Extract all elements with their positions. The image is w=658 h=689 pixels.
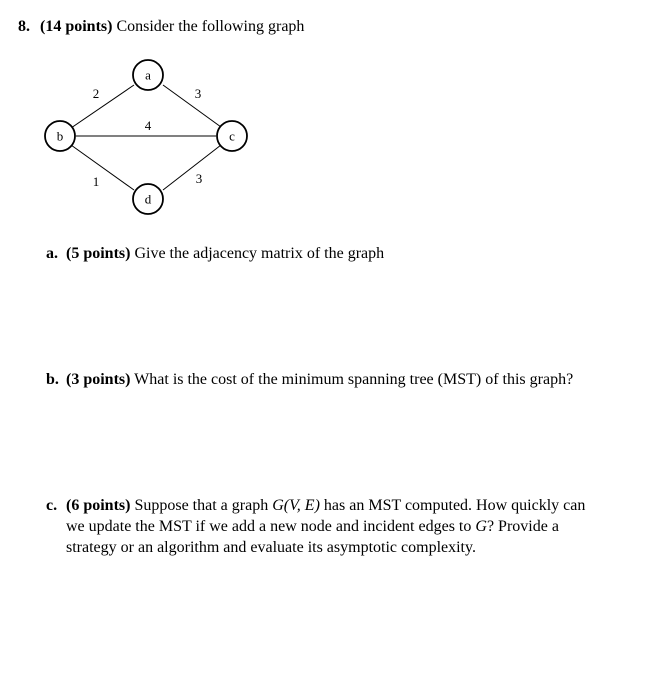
part-c-math-2: G	[475, 518, 487, 535]
question-points: (14 points)	[40, 18, 113, 35]
part-b-text: What is the cost of the minimum spanning tree (MST) of this graph?	[130, 371, 574, 388]
node-a-label: a	[145, 67, 151, 83]
graph-diagram	[0, 0, 658, 240]
part-c-text-1: Suppose that a graph	[130, 497, 273, 514]
edge-a-c	[163, 85, 221, 127]
edge-b-a	[71, 85, 134, 128]
part-b	[46, 369, 586, 390]
question-prompt: Consider the following graph	[116, 18, 305, 35]
part-a-text: Give the adjacency matrix of the graph	[130, 245, 385, 262]
part-c	[46, 495, 586, 558]
edge-weight-b-c: 4	[144, 118, 152, 133]
part-b-body	[66, 369, 586, 390]
edge-weight-b-a: 2	[92, 86, 100, 101]
node-b-label: b	[56, 128, 64, 144]
node-b	[45, 121, 75, 151]
part-c-points: (6 points)	[66, 497, 131, 514]
edge-b-d	[71, 145, 134, 190]
part-c-label: c.	[46, 497, 58, 514]
part-a	[46, 243, 586, 264]
node-c-label: c	[229, 128, 235, 144]
part-c-text-3: ? Provide a strategy or an algorithm and evaluate its asymptotic complexity.	[66, 518, 559, 556]
edge-weight-b-d: 1	[92, 174, 100, 189]
node-a	[133, 60, 163, 90]
part-a-points: (5 points)	[66, 245, 131, 262]
part-c-body	[66, 495, 586, 558]
part-b-points: (3 points)	[66, 371, 131, 388]
node-d	[133, 184, 163, 214]
edge-weight-d-c: 3	[195, 171, 203, 186]
question-number: 8.	[18, 18, 30, 35]
edge-weight-a-c: 3	[194, 86, 202, 101]
edge-d-c	[163, 145, 221, 190]
part-c-math-1: G(V, E)	[272, 497, 320, 514]
part-a-body	[66, 243, 586, 264]
part-c-text-2: has an MST computed. How quickly can we update the MST if we add a new node and incident edges to	[66, 497, 586, 535]
node-c	[217, 121, 247, 151]
part-a-label: a.	[46, 245, 58, 262]
part-b-label: b.	[46, 371, 59, 388]
node-d-label: d	[144, 191, 152, 207]
